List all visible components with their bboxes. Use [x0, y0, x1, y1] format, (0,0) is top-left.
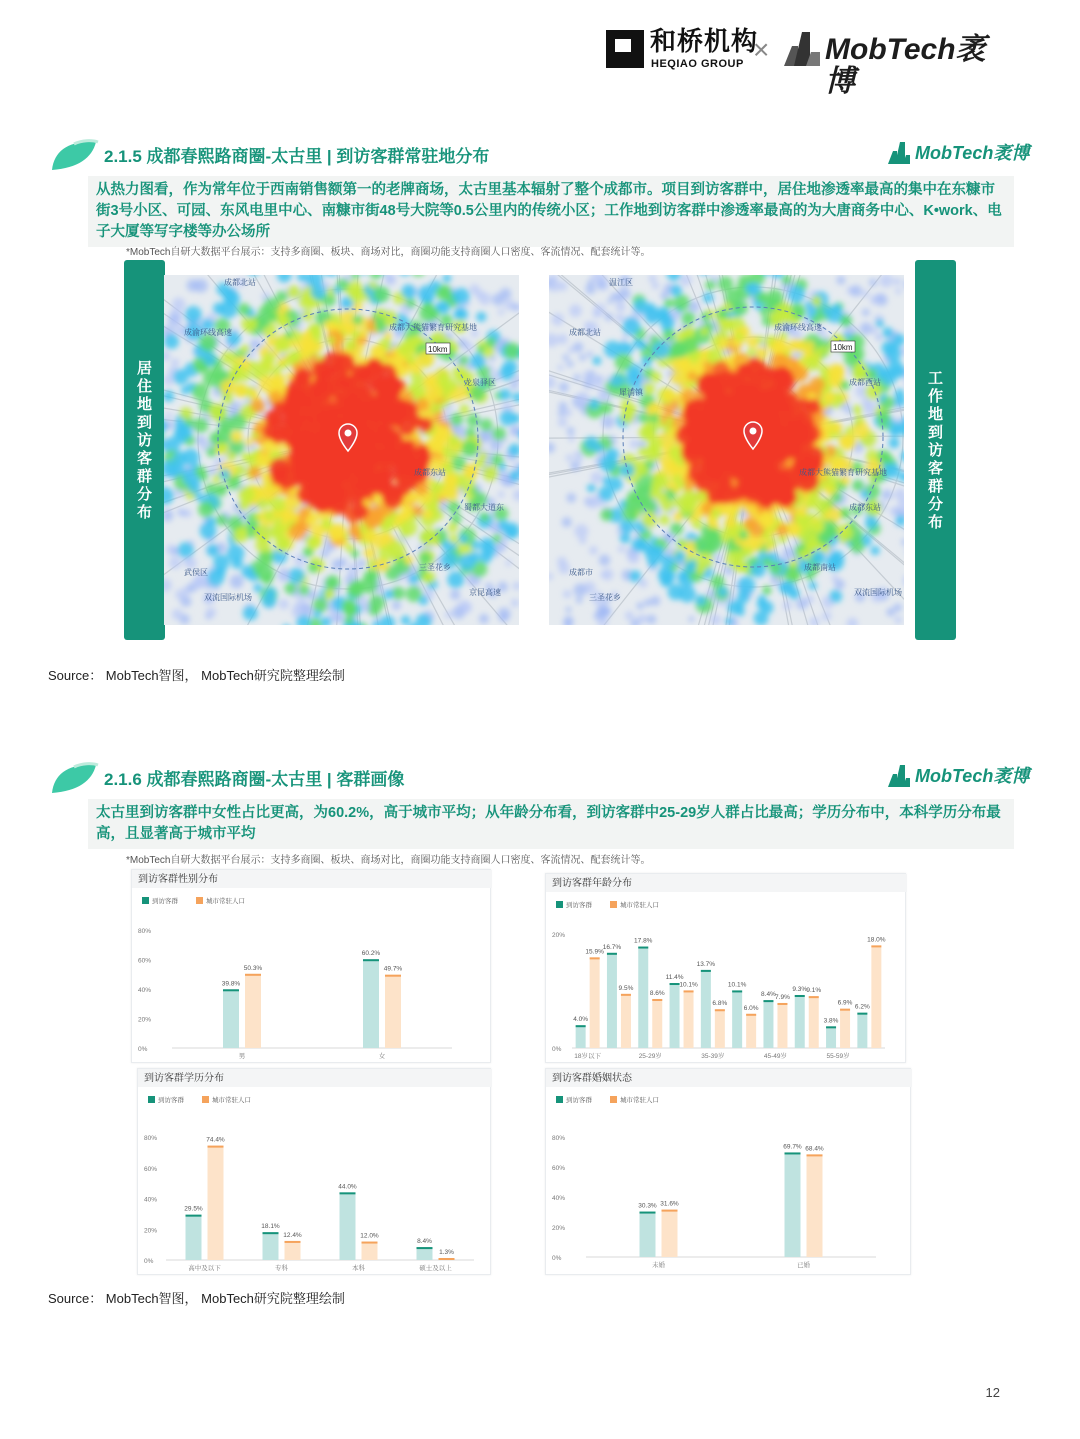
data-label: 9.5% — [618, 984, 634, 992]
legend-label: 到访客群 — [566, 902, 592, 909]
side-label-char: 群 — [927, 478, 943, 495]
side-label-char: 作 — [927, 388, 943, 405]
side-label-char: 群 — [136, 468, 152, 485]
bar-cap — [263, 1232, 279, 1234]
y-tick-label: 60% — [144, 1165, 158, 1173]
x-tick-label: 18岁以下 — [574, 1053, 602, 1060]
legend-swatch-visitor — [148, 1096, 155, 1103]
data-label: 30.3% — [638, 1202, 657, 1210]
bar-resident — [208, 1146, 224, 1260]
leaf-icon — [48, 136, 100, 172]
bar-cap — [777, 1003, 787, 1005]
x-tick-label: 45-49岁 — [763, 1053, 788, 1060]
bar-visitor — [263, 1232, 279, 1260]
bar-resident — [807, 1154, 823, 1257]
header-logos — [606, 27, 1006, 98]
bar-cap — [208, 1146, 224, 1148]
map-place-label: 三圣花乡 — [589, 593, 621, 602]
data-label: 15.9% — [585, 948, 604, 956]
left-side-bar — [124, 260, 165, 640]
x-tick-label: 55-59岁 — [826, 1053, 850, 1060]
bar-visitor — [857, 1013, 867, 1048]
section2-note: *MobTech自研大数据平台展示：支持多商圈、板块、商场对比，商圈功能支持商圈人口密度、客流情况、配套统计等。 — [126, 855, 651, 866]
section2-logo — [888, 765, 1034, 787]
data-label: 9.3% — [792, 985, 808, 993]
bar-visitor — [186, 1215, 202, 1260]
data-label: 8.6% — [649, 989, 665, 997]
data-label: 12.4% — [283, 1231, 302, 1239]
bar-cap — [245, 974, 261, 976]
y-tick-label: 80% — [144, 1135, 158, 1142]
map-place-label: 温江区 — [609, 278, 633, 287]
bar-resident — [590, 957, 600, 1048]
data-label: 69.7% — [783, 1143, 802, 1151]
legend-label: 城市常驻人口 — [212, 1097, 251, 1104]
x-tick-label: 本科 — [352, 1265, 365, 1272]
mobtech-name: MobTech袤博 — [825, 33, 986, 98]
x-tick-label: 高中及以下 — [188, 1265, 221, 1272]
data-label: 10.1% — [679, 981, 698, 989]
right-side-bar — [915, 260, 956, 640]
data-label: 18.1% — [261, 1223, 280, 1231]
bar-cap — [662, 1210, 678, 1212]
bar-cap — [732, 990, 742, 992]
x-tick-label: 女 — [378, 1053, 386, 1060]
data-label: 3.8% — [823, 1017, 839, 1025]
bar-resident — [662, 1210, 678, 1257]
data-label: 6.8% — [712, 1000, 728, 1008]
data-label: 1.3% — [439, 1249, 454, 1257]
bar-cap — [385, 975, 401, 977]
bar-visitor — [638, 947, 648, 1048]
legend-swatch-resident — [610, 901, 617, 908]
bar-visitor — [576, 1025, 586, 1048]
map-scale-label: 10km — [428, 345, 448, 354]
legend-swatch-visitor — [142, 897, 149, 904]
map-place-label: 武侯区 — [184, 568, 208, 577]
bar-cap — [640, 1212, 656, 1214]
heqiao-name: 和桥机构 — [650, 27, 759, 57]
heatmap-residence — [164, 275, 519, 625]
data-label: 6.9% — [837, 999, 853, 1007]
y-tick-label: 40% — [552, 1195, 566, 1202]
section1-note: *MobTech自研大数据平台展示：支持多商圈、板块、商场对比，商圈功能支持商圈人口密度、客流情况、配套统计等。 — [126, 247, 651, 258]
map-place-label: 犀浦镇 — [619, 388, 643, 397]
bar-resident — [385, 975, 401, 1048]
bar-visitor — [640, 1212, 656, 1257]
map-place-label: 双流国际机场 — [204, 593, 252, 602]
bar-visitor — [363, 959, 379, 1048]
data-label: 49.7% — [383, 965, 403, 973]
chart-gender — [131, 869, 491, 1063]
bar-resident — [777, 1003, 787, 1048]
x-tick-label: 已婚 — [797, 1262, 810, 1269]
bar-cap — [701, 970, 711, 972]
data-label: 44.0% — [338, 1183, 357, 1191]
bar-cap — [363, 959, 379, 961]
bar-cap — [746, 1014, 756, 1016]
bar-resident — [809, 996, 819, 1048]
side-label-char: 住 — [136, 378, 152, 395]
section2-header — [48, 759, 1038, 799]
bar-resident — [621, 994, 631, 1048]
side-label-char: 布 — [927, 514, 943, 531]
heatmap-workplace — [549, 275, 904, 625]
map-place-label: 成都北站 — [569, 328, 601, 337]
bar-visitor — [670, 983, 680, 1048]
side-label-char: 到 — [136, 414, 152, 431]
map-place-label: 成都北站 — [224, 278, 256, 287]
map-place-label: 成都东站 — [414, 468, 446, 477]
bar-visitor — [732, 990, 742, 1048]
legend-label: 城市常驻人口 — [620, 902, 659, 909]
x-tick-label: 35-39岁 — [701, 1053, 725, 1060]
bar-resident — [715, 1009, 725, 1048]
mobtech-small-icon — [888, 765, 910, 787]
map-place-label: 双流国际机场 — [854, 588, 902, 597]
map-scale-label: 10km — [833, 343, 853, 352]
bar-cap — [715, 1009, 725, 1011]
map-place-label: 成都南站 — [804, 563, 836, 572]
bar-cap — [652, 999, 662, 1001]
bar-cap — [417, 1247, 433, 1249]
data-label: 6.0% — [743, 1004, 759, 1012]
chart-title: 到访客群性别分布 — [138, 874, 218, 885]
y-tick-label: 40% — [144, 1196, 158, 1204]
data-label: 16.7% — [602, 943, 622, 951]
data-label: 31.6% — [660, 1200, 679, 1208]
bar-cap — [857, 1013, 867, 1015]
section2-title: 2.1.6 成都春熙路商圈-太古里 | 客群画像 — [104, 770, 405, 789]
legend-swatch-visitor — [556, 901, 563, 908]
side-label-char: 访 — [927, 442, 943, 459]
bar-cap — [607, 953, 617, 955]
side-label-char: 地 — [927, 406, 943, 423]
map-place-label: 成都大熊猫繁育研究基地 — [799, 468, 887, 477]
y-tick-label: 60% — [138, 957, 152, 965]
times-separator: × — [753, 34, 770, 65]
map-place-label: 三圣花乡 — [419, 563, 451, 572]
x-tick-label: 专科 — [275, 1265, 288, 1272]
legend-swatch-resident — [610, 1096, 617, 1103]
bar-visitor — [785, 1152, 801, 1257]
mobtech-logo-icon — [784, 32, 820, 66]
bar-visitor — [701, 970, 711, 1048]
right-side-label — [915, 370, 956, 532]
section1-source: Source： MobTech智图， MobTech研究院整理绘制 — [48, 668, 345, 683]
side-label-char: 地 — [136, 396, 152, 413]
bar-cap — [785, 1152, 801, 1154]
bar-resident — [684, 990, 694, 1048]
data-label: 12.0% — [360, 1232, 379, 1240]
y-tick-label: 0% — [138, 1046, 148, 1053]
data-label: 6.2% — [854, 1003, 870, 1011]
legend-label: 到访客群 — [566, 1097, 592, 1104]
section1-header — [48, 136, 1038, 176]
data-label: 7.9% — [775, 993, 790, 1001]
y-tick-label: 0% — [552, 1046, 562, 1053]
bar-cap — [285, 1241, 301, 1243]
legend-label: 到访客群 — [158, 1097, 184, 1104]
chart-marital — [545, 1068, 911, 1275]
x-tick-label: 男 — [238, 1053, 246, 1060]
y-tick-label: 0% — [552, 1255, 562, 1262]
side-label-char: 到 — [927, 424, 943, 441]
chart-education — [137, 1068, 491, 1275]
map-place-label: 成都东站 — [849, 503, 881, 512]
x-tick-label: 25-29岁 — [638, 1053, 662, 1060]
bar-cap — [809, 996, 819, 998]
data-label: 9.1% — [806, 987, 822, 995]
bar-cap — [763, 1000, 773, 1002]
y-tick-label: 20% — [144, 1227, 158, 1235]
map-place-label: 成都大熊猫繁育研究基地 — [389, 323, 477, 332]
legend-swatch-resident — [202, 1096, 209, 1103]
data-label: 10.1% — [727, 981, 747, 989]
y-tick-label: 80% — [552, 1135, 566, 1142]
legend-label: 城市常驻人口 — [620, 1097, 659, 1104]
data-label: 4.0% — [573, 1016, 589, 1024]
y-tick-label: 40% — [138, 987, 152, 994]
bar-resident — [746, 1014, 756, 1048]
chart-title: 到访客群学历分布 — [144, 1073, 224, 1084]
data-label: 17.8% — [634, 937, 653, 945]
data-label: 60.2% — [361, 950, 381, 958]
bar-cap — [807, 1154, 823, 1156]
chart-title: 到访客群年龄分布 — [552, 878, 632, 889]
side-label-char: 访 — [136, 432, 152, 449]
bar-cap — [621, 994, 631, 996]
bar-visitor — [763, 1000, 773, 1048]
side-label-char: 客 — [927, 460, 943, 477]
bar-resident — [871, 945, 881, 1048]
chart-title: 到访客群婚姻状态 — [552, 1073, 632, 1084]
legend-label: 城市常驻人口 — [206, 898, 245, 905]
y-tick-label: 20% — [138, 1016, 152, 1024]
heqiao-sub: HEQIAO GROUP — [651, 58, 744, 70]
data-label: 29.5% — [184, 1205, 203, 1213]
map-place-label: 蜀都大道东 — [464, 503, 504, 512]
section2-logo-text: MobTech袤博 — [915, 766, 1030, 786]
bar-cap — [590, 957, 600, 959]
bar-resident — [652, 999, 662, 1048]
data-label: 74.4% — [206, 1136, 225, 1144]
bar-cap — [439, 1258, 455, 1260]
bar-cap — [638, 947, 648, 949]
bar-visitor — [607, 953, 617, 1048]
bar-resident — [285, 1241, 301, 1260]
data-label: 8.4% — [761, 991, 776, 999]
data-label: 50.3% — [243, 964, 263, 972]
map-place-label: 成都西站 — [849, 378, 881, 387]
map-place-label: 成渝环线高速 — [774, 323, 822, 332]
side-label-char: 分 — [136, 486, 152, 503]
bar-visitor — [223, 989, 239, 1048]
y-tick-label: 60% — [552, 1165, 566, 1172]
data-label: 39.8% — [221, 980, 241, 988]
bar-cap — [871, 945, 881, 947]
side-label-char: 客 — [136, 450, 152, 467]
y-tick-label: 0% — [144, 1258, 154, 1265]
bar-resident — [840, 1009, 850, 1048]
bar-cap — [576, 1025, 586, 1027]
y-tick-label: 20% — [552, 932, 566, 939]
page-number: 12 — [985, 1385, 1000, 1400]
bar-visitor — [826, 1026, 836, 1048]
x-tick-label: 未婚 — [652, 1262, 665, 1269]
bar-cap — [795, 995, 805, 997]
bar-cap — [684, 990, 694, 992]
section1-logo-text: MobTech袤博 — [915, 143, 1030, 163]
bar-cap — [670, 983, 680, 985]
mobtech-small-icon — [888, 142, 910, 164]
data-label: 11.4% — [665, 974, 684, 982]
leaf-icon — [48, 759, 100, 795]
section2-source: Source： MobTech智图， MobTech研究院整理绘制 — [48, 1291, 345, 1306]
legend-swatch-resident — [196, 897, 203, 904]
bar-cap — [826, 1026, 836, 1028]
bar-cap — [362, 1242, 378, 1244]
bar-cap — [186, 1215, 202, 1217]
left-side-label — [124, 360, 165, 522]
data-label: 13.7% — [696, 960, 716, 968]
bar-resident — [362, 1242, 378, 1260]
bar-cap — [340, 1192, 356, 1194]
bar-cap — [840, 1009, 850, 1011]
x-tick-label: 硕士及以上 — [419, 1265, 452, 1272]
map-place-label: 成渝环线高速 — [184, 328, 232, 337]
section1-title: 2.1.5 成都春熙路商圈-太古里 | 到访客群常驻地分布 — [104, 147, 490, 166]
section1-logo — [888, 142, 1034, 164]
map-place-label: 龙泉驿区 — [464, 378, 496, 387]
data-label: 8.4% — [417, 1238, 432, 1246]
bar-cap — [223, 989, 239, 991]
map-place-label: 成都市 — [569, 568, 593, 577]
side-label-char: 分 — [927, 496, 943, 513]
side-label-char: 居 — [136, 360, 152, 377]
map-place-label: 京昆高速 — [469, 588, 501, 597]
y-tick-label: 20% — [552, 1225, 566, 1232]
bar-visitor — [795, 995, 805, 1048]
data-label: 68.4% — [805, 1145, 824, 1153]
heqiao-logo-icon — [606, 30, 644, 68]
section1-summary: 从热力图看，作为常年位于西南销售额第一的老牌商场，太古里基本辐射了整个成都市。项目到访客群中，居住地渗透率最高的集中在东糠市街3号小区、可园、东风电里中心、南糠市街48号大院等0.5公里内的传统小区；工作地到访客群中渗透率最高的为大唐商务中心、K•work、电子大厦等写字楼等办公场所 — [88, 176, 1014, 247]
data-label: 18.0% — [867, 936, 886, 944]
bar-visitor — [340, 1192, 356, 1260]
y-tick-label: 80% — [138, 928, 152, 935]
legend-label: 到访客群 — [152, 898, 178, 905]
section2-summary: 太古里到访客群中女性占比更高，为60.2%，高于城市平均；从年龄分布看，到访客群中25-29岁人群占比最高；学历分布中，本科学历分布最高，且显著高于城市平均 — [88, 799, 1014, 849]
side-label-char: 工 — [927, 370, 943, 387]
side-label-char: 布 — [136, 504, 152, 521]
chart-age — [545, 873, 906, 1063]
legend-swatch-visitor — [556, 1096, 563, 1103]
bar-resident — [245, 974, 261, 1048]
